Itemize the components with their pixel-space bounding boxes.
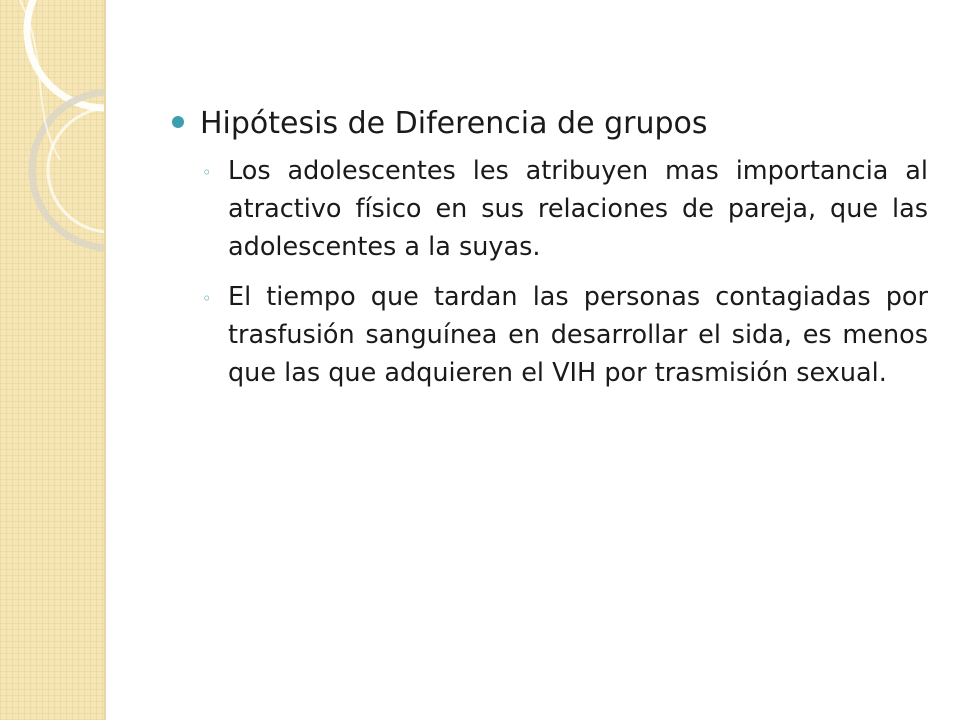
sub-bullet-list bbox=[172, 152, 928, 392]
sub-bullet-item bbox=[200, 152, 928, 266]
decorative-side-strip bbox=[0, 0, 106, 720]
bullet-dot-icon bbox=[172, 116, 184, 128]
swirl-ornament bbox=[0, 0, 104, 300]
sub-bullet-text: Los adolescentes les atribuyen mas importancia al atractivo físico en sus relaciones de pareja, que las adolescentes a la suyas. bbox=[228, 156, 928, 262]
sub-bullet-text: El tiempo que tardan las personas contagiadas por trasfusión sanguínea en desarrollar el sida, es menos que las que adquieren el VIH por trasmisión sexual. bbox=[228, 282, 928, 388]
bullet-heading: Hipótesis de Diferencia de grupos bbox=[200, 106, 708, 141]
main-bullet bbox=[172, 102, 928, 146]
hollow-circle-bullet-icon: ◦ bbox=[202, 163, 212, 182]
slide-content bbox=[172, 102, 928, 404]
hollow-circle-bullet-icon: ◦ bbox=[202, 289, 212, 308]
sub-bullet-item bbox=[200, 278, 928, 392]
